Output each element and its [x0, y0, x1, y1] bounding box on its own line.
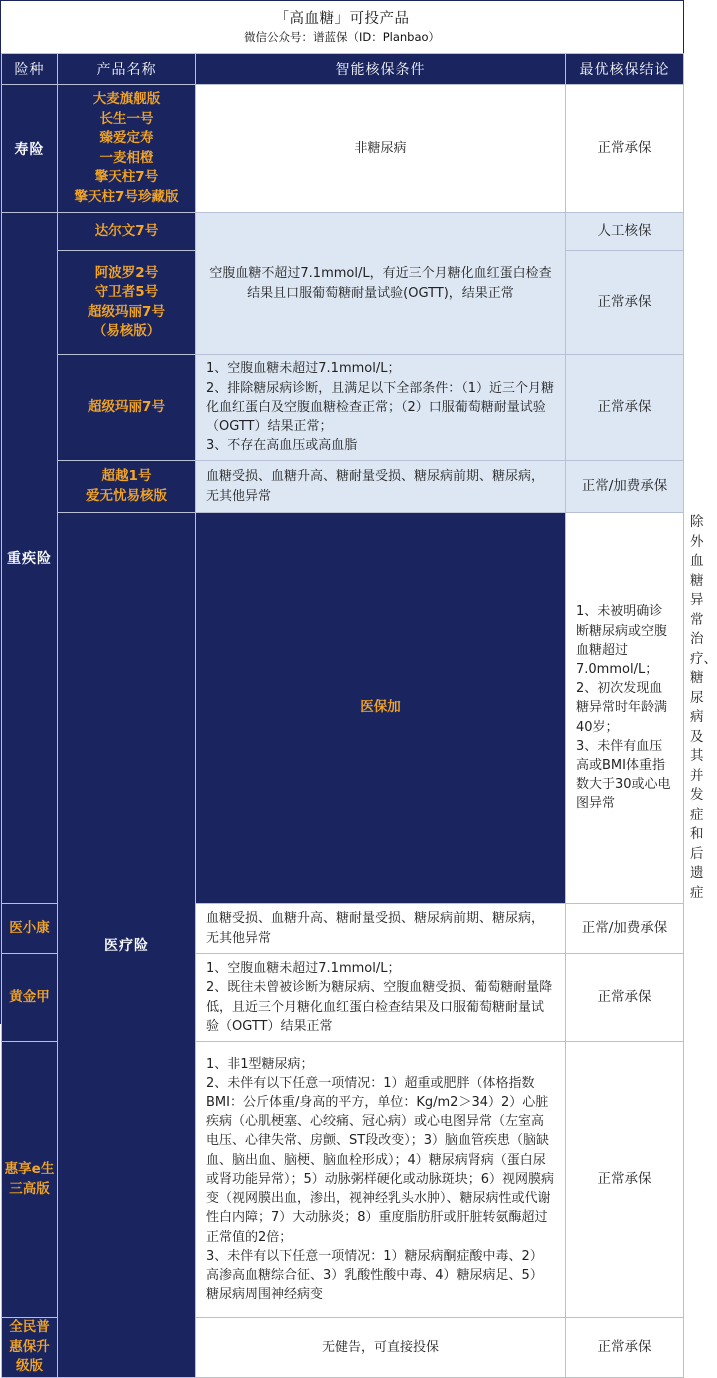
product-name: 医小康 — [9, 919, 50, 936]
product-name: 医保加 — [360, 699, 401, 716]
product-name: 擎天柱7号 — [94, 169, 159, 185]
condition-line: 1、非1型糖尿病； — [206, 1056, 314, 1072]
product-cell — [58, 213, 196, 251]
product-name: 黄金甲 — [9, 988, 50, 1005]
category-medical: 医疗险 — [58, 513, 196, 1378]
product-cell — [2, 1318, 58, 1378]
conclusion-cell: 正常/加费承保 — [566, 904, 684, 954]
product-name: 全民普惠保升级版 — [9, 1319, 50, 1374]
product-name: 超越1号 — [101, 468, 152, 484]
col-header-conclusion: 最优核保结论 — [566, 54, 684, 85]
condition-line: 2、排除糖尿病诊断，且满足以下全部条件：（1）近三个月糖化血红蛋白及空腹血糖检查正常；（2）口服葡萄糖耐量试验（OGTT）结果正常； — [206, 380, 555, 435]
condition-cell — [196, 1042, 566, 1318]
condition-line: 1、空腹血糖未超过7.1mmol/L； — [206, 361, 401, 377]
product-cell — [58, 355, 196, 461]
condition-cell: 血糖受损、血糖升高、糖耐量受损、糖尿病前期、糖尿病，无其他异常 — [196, 461, 566, 513]
product-name: 超级玛丽7号 — [88, 303, 165, 320]
product-name: 爱无忧易核版 — [86, 487, 167, 504]
conclusion-cell: 正常承保 — [566, 85, 684, 213]
condition-cell — [196, 954, 566, 1042]
product-name: 达尔文7号 — [94, 222, 159, 239]
product-cell — [2, 904, 58, 954]
condition-cell: 空腹血糖不超过7.1mmol/L，有近三个月糖化血红蛋白检查结果且口服葡萄糖耐量试验(OGTT)，结果正常 — [196, 213, 566, 355]
product-name: 大麦旗舰版 — [92, 91, 161, 107]
table-row: 医疗险 医保加 1、未被明确诊断糖尿病或空腹血糖超过7.0mmol/L； 2、初次发现血糖异常时年龄满40岁； 3、未伴有血压高或BMI体重指数大于30或心电图异常 除外血糖异常治疗、糖尿病及其并发症和后遗症 — [2, 513, 684, 904]
product-cell — [58, 251, 196, 355]
product-cell — [58, 461, 196, 513]
page-title: 「高血糖」可投产品 — [274, 11, 410, 27]
category-life: 寿险 — [2, 85, 58, 213]
product-name: 一麦相橙 — [99, 149, 154, 166]
product-table — [1, 53, 717, 1378]
conclusion-cell: 正常承保 — [566, 1318, 684, 1378]
conclusion-cell: 正常承保 — [566, 251, 684, 355]
condition-line: 2、初次发现血糖异常时年龄满40岁； — [576, 681, 668, 735]
col-header-product: 产品名称 — [58, 54, 196, 85]
condition-line: 3、未伴有血压高或BMI体重指数大于30或心电图异常 — [576, 738, 671, 812]
product-name: 超级玛丽7号 — [88, 398, 165, 415]
product-cell — [196, 513, 566, 904]
condition-cell: 非糖尿病 — [196, 85, 566, 213]
product-name: （易核版） — [92, 323, 161, 339]
product-cell — [2, 954, 58, 1042]
col-header-type: 险种 — [2, 54, 58, 85]
table-row — [2, 355, 684, 461]
condition-cell — [196, 355, 566, 461]
product-cell — [58, 85, 196, 213]
product-name: 守卫者5号 — [94, 284, 159, 300]
product-name: 擎天柱7号珍藏版 — [74, 188, 179, 205]
table-row — [2, 213, 684, 251]
table-row — [2, 461, 684, 513]
table-header-row — [2, 54, 684, 85]
product-name: 臻爱定寿 — [99, 130, 154, 146]
product-cell — [2, 1042, 58, 1318]
condition-line: 1、空腹血糖未超过7.1mmol/L； — [206, 961, 401, 977]
product-name: 阿波罗2号 — [94, 264, 159, 281]
condition-line: 3、未伴有以下任意一项情况：1）糖尿病酮症酸中毒、2）高渗高血糖综合征、3）乳酸性酸中毒、4）糖尿病足、5）糖尿病周围神经病变 — [206, 1248, 543, 1303]
condition-line: 3、不存在高血压或高血脂 — [206, 438, 358, 454]
condition-cell: 血糖受损、血糖升高、糖耐量受损、糖尿病前期、糖尿病，无其他异常 — [196, 904, 566, 954]
condition-line: 2、既往未曾被诊断为糖尿病、空腹血糖受损、葡萄糖耐量降低，且近三个月糖化血红蛋白检查结果及口服葡萄糖耐量试验（OGTT）结果正常 — [206, 980, 553, 1034]
conclusion-cell: 正常/加费承保 — [566, 461, 684, 513]
condition-line: 1、未被明确诊断糖尿病或空腹血糖超过7.0mmol/L； — [576, 604, 668, 677]
product-name: 惠享e生三高版 — [4, 1161, 55, 1197]
conclusion-cell: 正常承保 — [566, 355, 684, 461]
conclusion-cell: 正常承保 — [566, 954, 684, 1042]
table-row — [2, 85, 684, 213]
product-name: 长生一号 — [99, 110, 154, 127]
conclusion-cell: 正常承保 — [566, 1042, 684, 1318]
condition-line: 2、未伴有以下任意一项情况：1）超重或肥胖（体格指数BMI：公斤体重/身高的平方，单位：Kg/m2＞34）2）心脏疾病（心肌梗塞、心绞痛、冠心病）或心电图异常（左室高电压、心律失常、房颤、ST段改变）；3）脑血管疾患（脑缺血、脑出血、脑梗、脑血栓形成）；4）糖尿病肾病（蛋白尿或肾功能异常）；5）动脉粥样硬化或动脉斑块；6）视网膜病变（视网膜出血，渗出，视神经乳头水肿）、糖尿病性或代谢性白内障；7）大动脉炎；8）重度脂肪肝或肝脏转氨酶超过正常值的2倍； — [206, 1075, 555, 1245]
category-critical: 重疾险 — [2, 213, 58, 904]
page-subtitle: 微信公众号：谱蓝保（ID：Planbao） — [243, 30, 441, 44]
condition-cell — [566, 513, 684, 904]
conclusion-cell: 人工核保 — [566, 213, 684, 251]
col-header-condition: 智能核保条件 — [196, 54, 566, 85]
condition-cell: 无健告，可直接投保 — [196, 1318, 566, 1378]
